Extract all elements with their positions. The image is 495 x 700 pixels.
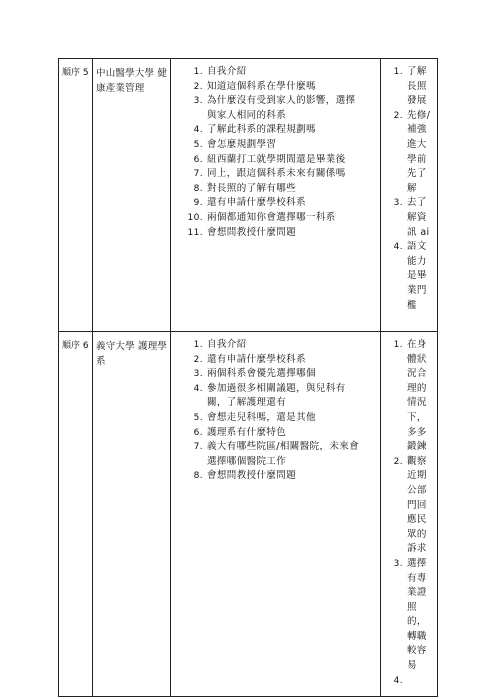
list-item: 4. 語文能力是畢業門檻	[393, 241, 427, 311]
list-item: 5. 會怎麼規劃學習	[193, 138, 277, 150]
order-label: 順序 6	[62, 341, 89, 351]
notes-cell	[381, 59, 438, 332]
notes-list	[381, 332, 437, 696]
interview-table	[58, 58, 438, 697]
list-item: 11. 會想問教授什麼問題	[187, 226, 297, 238]
list-item: 10. 兩個都通知你會選擇哪一科系	[187, 211, 336, 223]
list-item: 2. 先修/補強進大學前先了解	[393, 109, 431, 194]
list-item: 1. 自我介紹	[193, 339, 247, 350]
notes-list	[381, 59, 437, 321]
list-item: 3. 兩個科系會優先選擇哪個	[193, 368, 316, 380]
list-item: 2. 知道這個科系在學什麼嗎	[193, 80, 316, 92]
questions-cell	[171, 59, 381, 332]
question-list	[171, 59, 380, 248]
list-item: 4. 了解此科系的課程規劃嗎	[193, 124, 316, 136]
school-cell	[93, 332, 171, 697]
order-cell	[59, 332, 93, 697]
list-item: 7. 同上，跟這個科系未來有關係嗎	[193, 168, 346, 180]
list-item: 5. 會想走兒科嗎，還是其他	[193, 411, 316, 423]
list-item: 8. 對長照的了解有哪些	[193, 182, 297, 194]
question-list	[171, 332, 380, 492]
school-name: 義守大學 護理學系	[96, 341, 168, 367]
school-name: 中山醫學大學 健康產業管理	[96, 68, 168, 94]
table-row	[59, 59, 438, 332]
order-label: 順序 5	[62, 68, 89, 78]
notes-cell	[381, 332, 438, 697]
list-item: 3. 去了解資訊 ai	[393, 197, 430, 238]
list-item: 4. 參加過很多相關議題，與兒科有關，了解護理還有	[193, 382, 346, 409]
list-item: 4.	[393, 675, 403, 686]
list-item: 8. 會想問教授什麼問題	[193, 470, 297, 482]
list-item: 6. 紐西蘭打工就學期間還是畢業後	[193, 153, 346, 165]
list-item: 3. 選擇有專業證照的，轉職較容易	[393, 557, 427, 672]
table-row	[59, 332, 438, 697]
school-cell	[93, 59, 171, 332]
order-cell	[59, 59, 93, 332]
list-item: 1. 了解長照發展	[393, 66, 427, 107]
list-item: 9. 還有申請什麼學校科系	[193, 197, 307, 209]
questions-cell	[171, 332, 381, 697]
list-item: 2. 還有申請什麼學校科系	[193, 353, 307, 365]
list-item: 6. 護理系有什麼特色	[193, 426, 287, 438]
list-item: 7. 義大有哪些院區/相關醫院，未來會選擇哪個醫院工作	[193, 441, 360, 467]
list-item: 1. 在身體狀況合理的情況下，多多鍛鍊	[393, 339, 427, 453]
list-item: 3. 為什麼沒有受到家人的影響，選擇與家人相同的科系	[193, 95, 356, 121]
list-item: 2. 觀察近期公部門回應民眾的訴求	[393, 455, 427, 555]
list-item: 1. 自我介紹	[193, 66, 247, 77]
